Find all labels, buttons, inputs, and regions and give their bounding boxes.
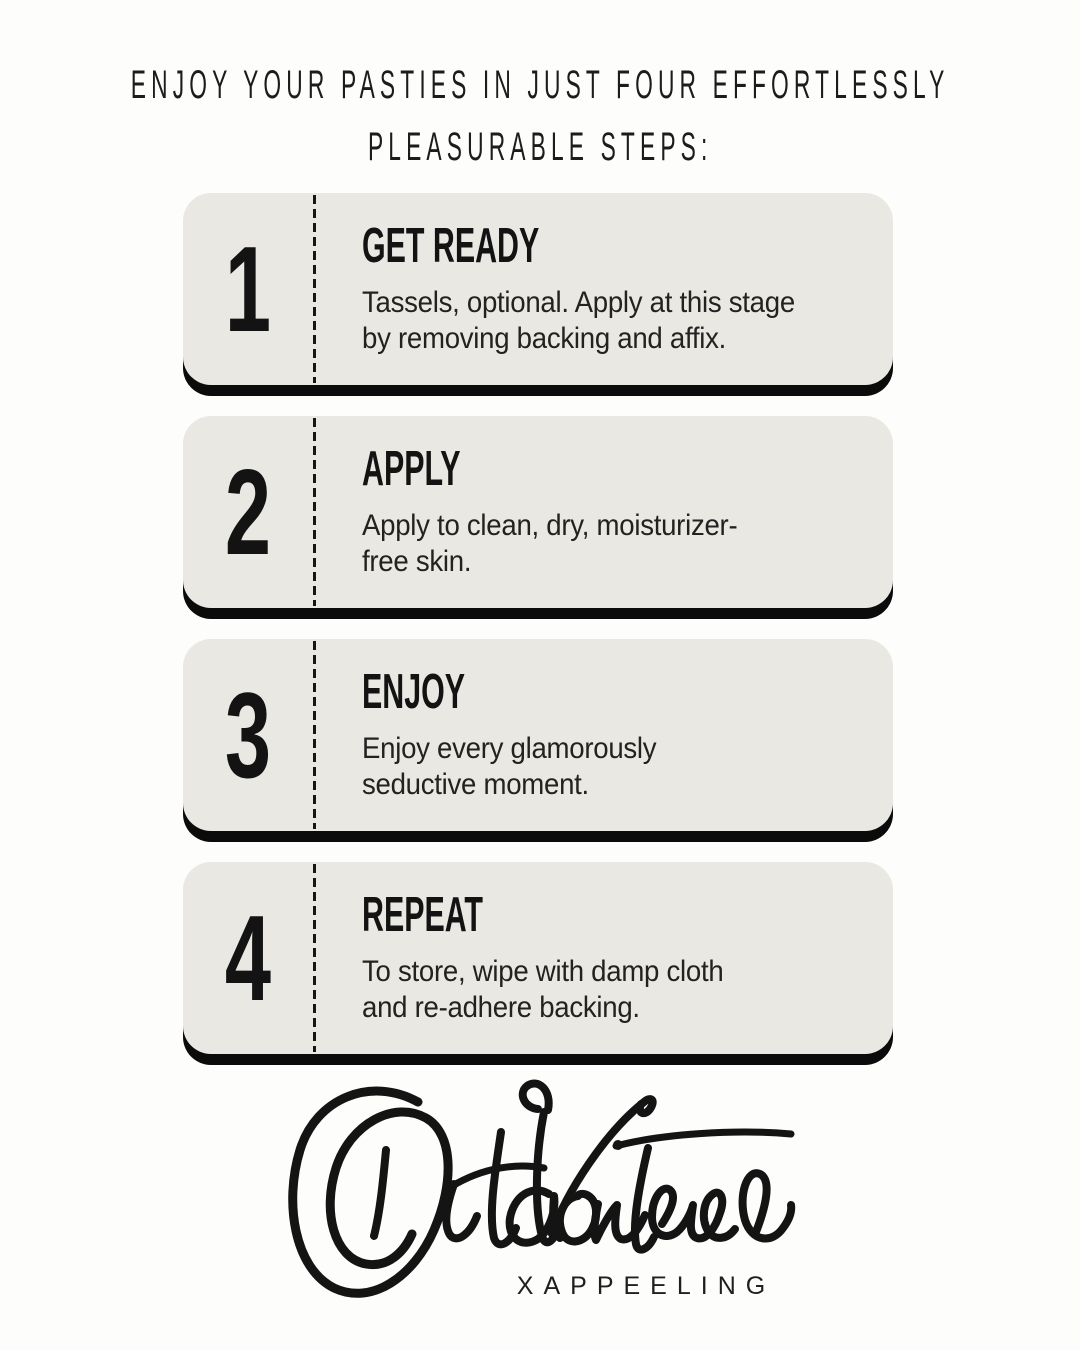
step-card-4 bbox=[183, 862, 893, 1054]
step-number: 2 bbox=[224, 444, 272, 580]
dita-von-teese-signature bbox=[286, 1072, 806, 1297]
step-title: APPLY bbox=[362, 441, 461, 496]
step-number: 4 bbox=[224, 890, 272, 1026]
description-line: Apply to clean, dry, moisturizer- bbox=[362, 508, 738, 542]
description-line: To store, wipe with damp cloth bbox=[362, 954, 724, 988]
description-line: Enjoy every glamorously bbox=[362, 731, 657, 765]
step-title-wrap bbox=[362, 887, 873, 942]
step-title-wrap bbox=[362, 664, 873, 719]
step-card-3 bbox=[183, 639, 893, 831]
description-line: and re-adhere backing. bbox=[362, 990, 640, 1024]
step-text bbox=[316, 862, 893, 1054]
page-title bbox=[0, 54, 1080, 178]
signature-v-curl bbox=[523, 1083, 549, 1110]
step-card-1 bbox=[183, 193, 893, 385]
signature-ees bbox=[652, 1189, 735, 1239]
title-line-1-text: ENJOY YOUR PASTIES IN JUST FOUR EFFORTLESSLY bbox=[130, 62, 950, 107]
description-line: free skin. bbox=[362, 544, 472, 578]
description-line: by removing backing and affix. bbox=[362, 321, 727, 355]
signature-i bbox=[446, 1184, 477, 1238]
step-number: 3 bbox=[224, 667, 272, 803]
signature-d-spiral bbox=[293, 1091, 448, 1293]
step-text bbox=[316, 193, 893, 385]
step-text bbox=[316, 416, 893, 608]
signature-T-bar bbox=[616, 1132, 791, 1146]
brand-name: XAPPEELING bbox=[516, 1272, 776, 1300]
title-line-2 bbox=[0, 116, 1080, 178]
step-description bbox=[362, 954, 832, 1026]
step-description bbox=[362, 508, 832, 580]
description-line: Tassels, optional. Apply at this stage bbox=[362, 285, 795, 319]
step-text bbox=[316, 639, 893, 831]
step-title-wrap bbox=[362, 441, 873, 496]
step-title: REPEAT bbox=[362, 887, 483, 942]
step-number-column bbox=[183, 862, 313, 1054]
step-number-column bbox=[183, 639, 313, 831]
step-card-2 bbox=[183, 416, 893, 608]
step-title: ENJOY bbox=[362, 664, 465, 719]
title-line-1 bbox=[0, 54, 1080, 116]
step-description bbox=[362, 731, 832, 803]
step-number: 1 bbox=[224, 221, 272, 357]
step-number-column bbox=[183, 416, 313, 608]
signature-T-stem bbox=[635, 1148, 654, 1250]
title-line-2-text: PLEASURABLE STEPS: bbox=[367, 124, 713, 169]
step-title: GET READY bbox=[362, 218, 540, 273]
signature-final-e bbox=[743, 1173, 792, 1238]
signature-d-stem bbox=[374, 1150, 386, 1236]
steps-list bbox=[183, 193, 893, 1054]
step-number-column bbox=[183, 193, 313, 385]
step-title-wrap bbox=[362, 218, 873, 273]
step-description bbox=[362, 285, 832, 357]
description-line: seductive moment. bbox=[362, 767, 589, 801]
